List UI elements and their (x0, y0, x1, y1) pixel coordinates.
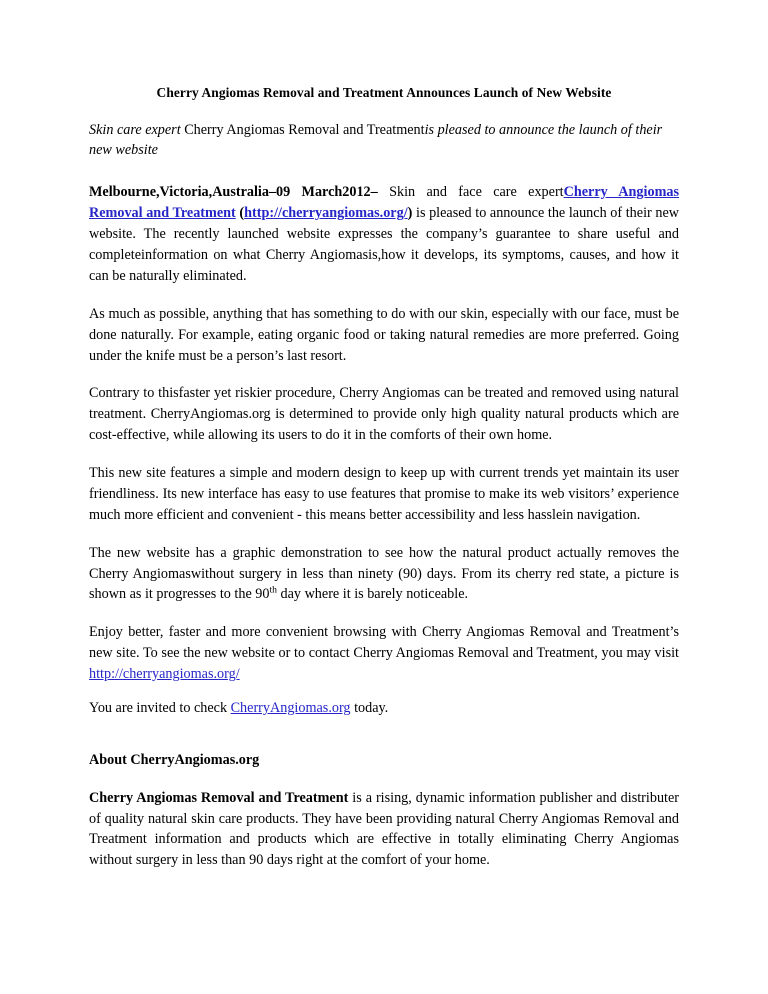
about-body-text: is a rising, dynamic information publisher and distributer of quality natural skin care products. They have been providing natural Cherry Angiomas Removal and Treatment information and products which are effective in totally eliminating Cherry Angiomas without surgery in less than 90 days right at the comfort of your home. (89, 789, 679, 869)
dateline-body-text: is pleased to announce the launch of their new website. The recently launched website expresses the company’s guarantee to share useful and completeinformation on what Cherry Angiomasis,how it develops, its symptoms, causes, and how it can be naturally eliminated. (89, 205, 679, 284)
paragraph-dateline (89, 182, 679, 286)
subtitle-upright-mid: Cherry Angiomas Removal and Treatment (180, 122, 425, 139)
section-spacer (89, 732, 679, 751)
subtitle-italic-lead: Skin care expert (89, 122, 181, 139)
dateline-open-paren: ( (235, 205, 245, 222)
company-url-link[interactable]: http://cherryangiomas.org/ (244, 205, 408, 222)
dateline-location-date: Melbourne,Victoria,Australia–09 March2012– (89, 184, 378, 201)
paragraph-enjoy-browsing (89, 622, 679, 685)
paragraph-invitation (89, 698, 679, 719)
paragraph-natural-skin-care: As much as possible, anything that has something to do with our skin, especially with our face, must be done naturally. For example, eating organic food or taking natural remedies are more preferred. Going under the knife must be a person’s last resort. (89, 305, 679, 364)
enjoy-body-text: Enjoy better, faster and more convenient browsing with Cherry Angiomas Removal and Treatment’s new site. To see the new website or to contact Cherry Angiomas Removal and Treatment, you may visit (89, 624, 679, 662)
paragraph-about-company (89, 788, 679, 872)
dateline-intro-text: Skin and face care expert (377, 184, 564, 201)
paragraph-contrary-treatment: Contrary to thisfaster yet riskier procedure, Cherry Angiomas can be treated and removed using natural treatment. CherryAngiomas.org is determined to provide only high quality natural products which are cost-effective, while allowing its users to do it in the comforts of their own home. (89, 385, 679, 444)
invitation-text-before-link: You are invited to check (89, 699, 231, 716)
cherryangiomas-org-link[interactable]: CherryAngiomas.org (230, 699, 351, 716)
ordinal-superscript: th (269, 584, 277, 596)
graphic-text-before-superscript: The new website has a graphic demonstration to see how the natural product actually removes the Cherry Angiomaswithout surgery in less than ninety (90) days. From its cherry red state, a picture is shown as it progresses to the 90 (89, 544, 679, 603)
about-section-heading: About CherryAngiomas.org (89, 751, 260, 768)
document-subtitle (89, 120, 679, 160)
about-bold-lead: Cherry Angiomas Removal and Treatment (89, 789, 349, 806)
subtitle-italic-tail: is pleased to announce the launch of their new website (89, 122, 663, 159)
company-website-link[interactable]: Cherry Angiomas Removal and Treatment (89, 184, 679, 222)
paragraph-graphic-demonstration (89, 543, 679, 606)
paragraph-new-site-features: This new site features a simple and modern design to keep up with current trends yet maintain its user friendliness. Its new interface has easy to use features that promise to make its web visitors’ experience much more efficient and convenient - this means better accessibility and less hasslein navigation. (89, 465, 679, 523)
graphic-text-after-superscript: day where it is barely noticeable. (276, 586, 469, 603)
visit-website-link[interactable]: http://cherryangiomas.org/ (89, 666, 240, 683)
page-title: Cherry Angiomas Removal and Treatment Announces Launch of New Website (156, 85, 612, 100)
invitation-text-after-link: today. (350, 699, 389, 716)
dateline-close-paren: ) (407, 205, 413, 222)
document-body (89, 84, 679, 871)
